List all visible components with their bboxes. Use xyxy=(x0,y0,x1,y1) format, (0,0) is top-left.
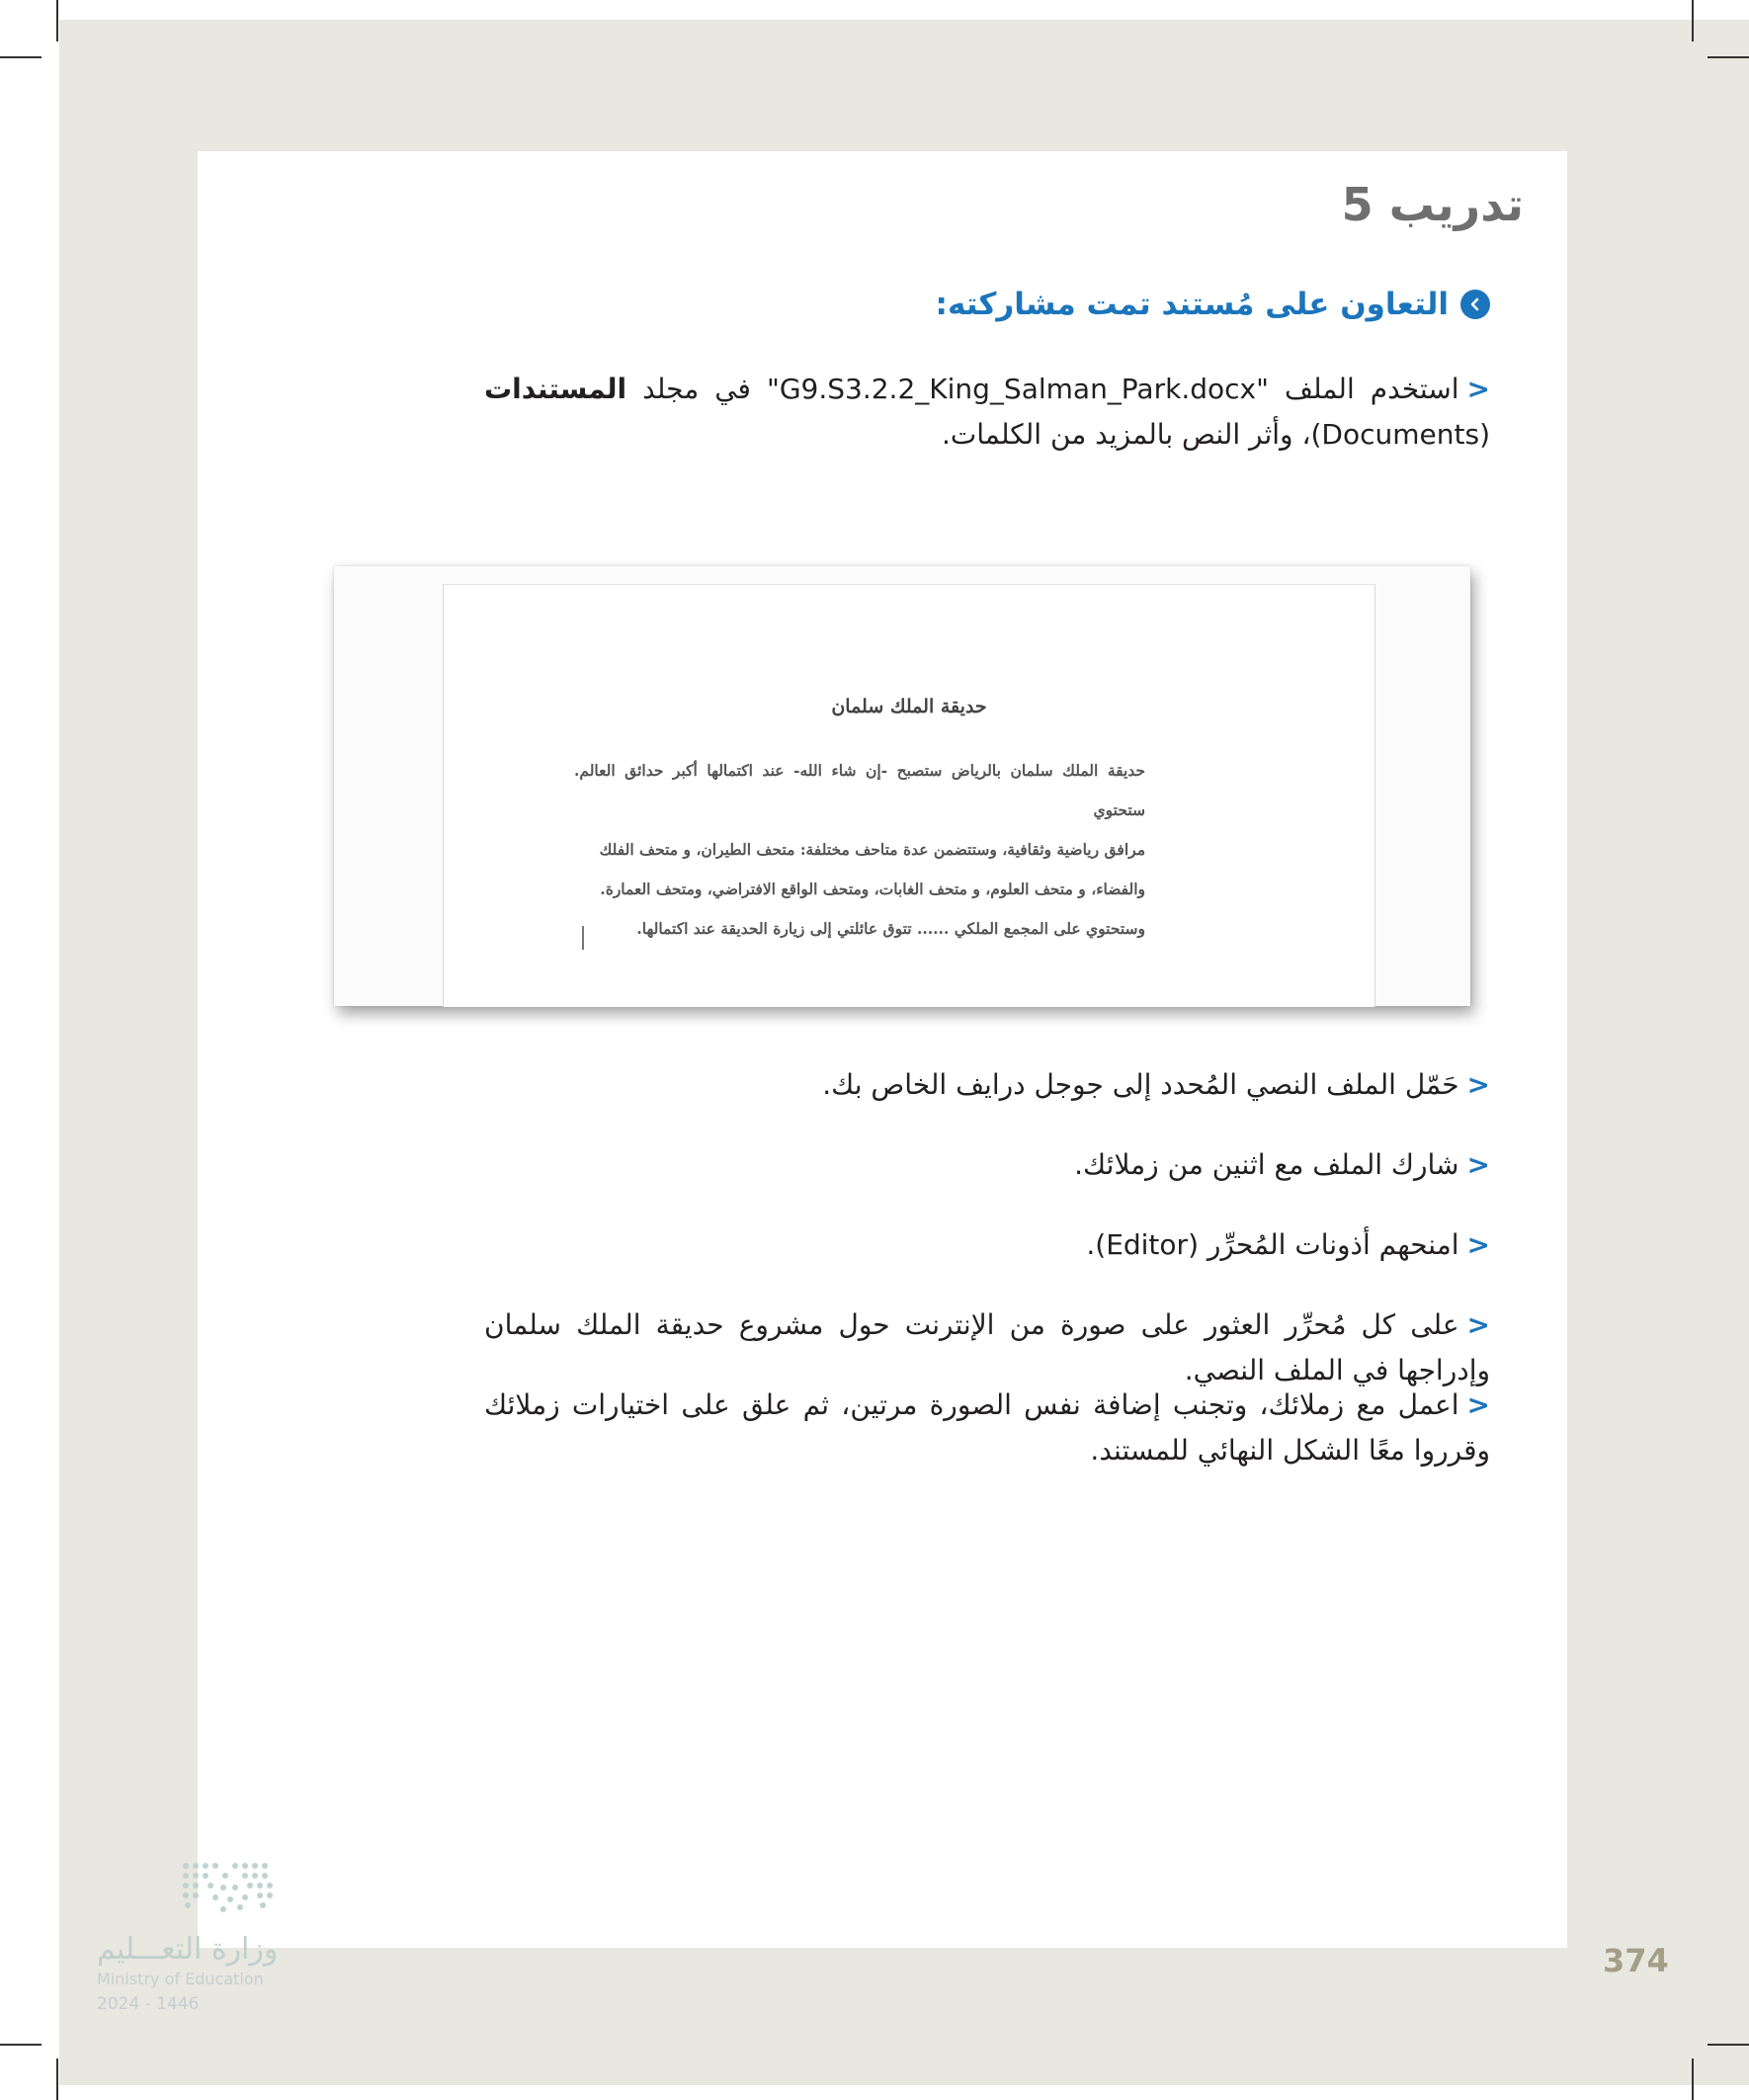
crop-mark xyxy=(0,56,42,58)
document-line: مرافق رياضية وثقافية، وستتضمن عدة متاحف مختلفة: متحف الطيران، و متحف الفلك xyxy=(599,840,1145,859)
document-title: حديقة الملك سلمان xyxy=(831,696,987,717)
step-item xyxy=(484,1142,1490,1188)
section-heading-label: التعاون على مُستند تمت مشاركته: xyxy=(935,287,1449,322)
step-text: استخدم الملف "G9.S3.2.2_King_Salman_Park.docx" في مجلد xyxy=(626,373,1459,405)
bullet-chevron-icon: < xyxy=(1466,1148,1490,1181)
step-item xyxy=(484,1302,1490,1393)
bullet-chevron-icon: < xyxy=(1466,1068,1490,1101)
chevron-left-icon xyxy=(1460,290,1490,319)
document-body xyxy=(574,751,1145,949)
text-cursor xyxy=(582,926,584,950)
step-text: اعمل مع زملائك، وتجنب إضافة نفس الصورة مرتين، ثم علق على اختيارات زملائك وقرروا معًا الشكل النهائي للمستند. xyxy=(484,1388,1490,1467)
document-page xyxy=(443,584,1375,1007)
bullet-chevron-icon: < xyxy=(1466,1308,1490,1341)
page-number: 374 xyxy=(1603,1942,1669,1979)
step-item xyxy=(484,1222,1490,1268)
step-text: (Documents)، وأثر النص بالمزيد من الكلمات. xyxy=(942,418,1490,451)
crop-mark xyxy=(1692,2058,1694,2100)
section-heading xyxy=(936,287,1490,322)
step-text: امنحهم أذونات المُحرِّر (Editor). xyxy=(1086,1228,1459,1261)
step-bold-text: المستندات xyxy=(484,373,627,405)
step-text: على كل مُحرِّر العثور على صورة من الإنترنت حول مشروع حديقة الملك سلمان وإدراجها في الملف النصي. xyxy=(484,1308,1490,1386)
edition-year: 2024 - 1446 xyxy=(97,1994,200,2014)
crop-mark xyxy=(1707,2044,1749,2046)
ministry-name-arabic: وزارة التعـــليم xyxy=(97,1932,279,1967)
crop-mark xyxy=(0,2044,42,2046)
crop-mark xyxy=(1707,56,1749,58)
document-line: والفضاء، و متحف العلوم، و متحف الغابات، ومتحف الواقع الافتراضي، ومتحف العمارة. xyxy=(600,880,1145,898)
crop-mark xyxy=(56,0,58,42)
document-screenshot xyxy=(334,566,1470,1006)
step-text: شارك الملف مع اثنين من زملائك. xyxy=(1074,1148,1459,1181)
page-title: تدريب 5 xyxy=(1341,178,1524,231)
step-item xyxy=(484,1383,1490,1473)
document-line: وستحتوي على المجمع الملكي ...... تتوق عائلتي إلى زيارة الحديقة عند اكتمالها. xyxy=(636,919,1145,938)
step-text: حَمّل الملف النصي المُحدد إلى جوجل درايف الخاص بك. xyxy=(822,1068,1459,1101)
crop-mark xyxy=(1692,0,1694,42)
bullet-chevron-icon: < xyxy=(1466,373,1491,405)
step-item xyxy=(484,1062,1490,1108)
crop-mark xyxy=(56,2058,58,2100)
step-item xyxy=(484,367,1490,458)
bullet-chevron-icon: < xyxy=(1466,1388,1490,1421)
document-line: حديقة الملك سلمان بالرياض ستصبح -إن شاء الله- عند اكتمالها أكبر حدائق العالم. ستحتوي xyxy=(574,761,1145,819)
ministry-name-english: Ministry of Education xyxy=(97,1970,264,1988)
bullet-chevron-icon: < xyxy=(1466,1228,1490,1261)
